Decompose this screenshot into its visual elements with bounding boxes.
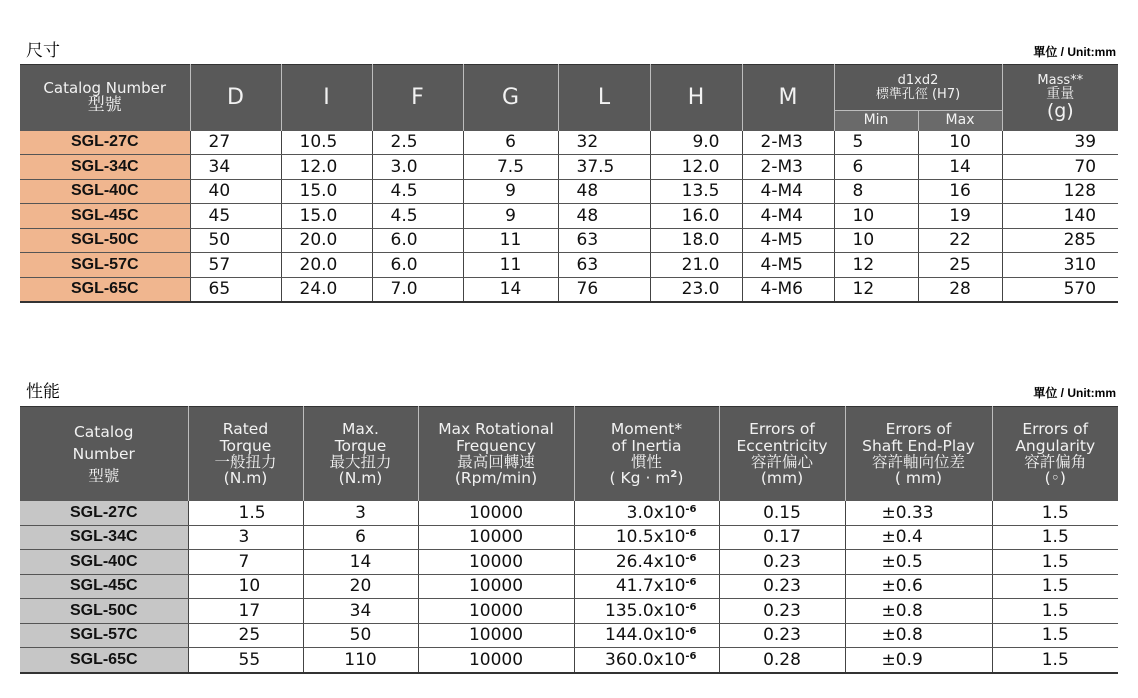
header-I: I bbox=[281, 65, 372, 131]
dim-cell-model: SGL-65C bbox=[20, 277, 190, 302]
dim-cell-model: SGL-27C bbox=[20, 131, 190, 155]
perf-cell-ang: 1.5 bbox=[992, 550, 1118, 575]
dim-cell-M: 2-M3 bbox=[742, 131, 834, 155]
performance-row bbox=[20, 599, 1118, 624]
dim-cell-I: 12.0 bbox=[281, 155, 372, 180]
perf-cell-inertia: $41.7x10^{-6}$ bbox=[574, 574, 719, 599]
dimensions-unit: 單位 / Unit:mm bbox=[1033, 45, 1116, 59]
dim-cell-H: 18.0 bbox=[650, 228, 742, 253]
dim-cell-min: 12 bbox=[834, 253, 918, 278]
dim-cell-I: 20.0 bbox=[281, 253, 372, 278]
perf-cell-max: 110 bbox=[303, 648, 418, 673]
dim-cell-L: 63 bbox=[558, 253, 650, 278]
header-G: G bbox=[463, 65, 558, 131]
dim-cell-min: 10 bbox=[834, 204, 918, 229]
dim-cell-model: SGL-34C bbox=[20, 155, 190, 180]
performance-row bbox=[20, 501, 1118, 525]
dim-cell-H: 13.5 bbox=[650, 179, 742, 204]
perf-cell-endplay: ±0.33 bbox=[845, 501, 992, 525]
dim-cell-I: 15.0 bbox=[281, 179, 372, 204]
dim-cell-G: 6 bbox=[463, 131, 558, 155]
dimensions-row bbox=[20, 204, 1118, 229]
dim-cell-model: SGL-50C bbox=[20, 228, 190, 253]
dim-cell-F: 3.0 bbox=[372, 155, 463, 180]
perf-cell-inertia: $10.5x10^{-6}$ bbox=[574, 525, 719, 550]
dim-cell-F: 6.0 bbox=[372, 228, 463, 253]
perf-cell-freq: 10000 bbox=[418, 525, 574, 550]
header-bore-max: Max bbox=[918, 111, 1002, 131]
perf-cell-ang: 1.5 bbox=[992, 574, 1118, 599]
header-M: M bbox=[742, 65, 834, 131]
perf-cell-ecc: 0.23 bbox=[719, 574, 845, 599]
dim-cell-L: 32 bbox=[558, 131, 650, 155]
dim-cell-G: 11 bbox=[463, 253, 558, 278]
dimensions-row bbox=[20, 155, 1118, 180]
perf-cell-freq: 10000 bbox=[418, 648, 574, 673]
perf-cell-endplay: ±0.4 bbox=[845, 525, 992, 550]
dim-cell-L: 76 bbox=[558, 277, 650, 302]
perf-cell-ang: 1.5 bbox=[992, 648, 1118, 673]
performance-title: 性能 bbox=[26, 382, 60, 402]
perf-cell-endplay: ±0.8 bbox=[845, 599, 992, 624]
dim-cell-G: 14 bbox=[463, 277, 558, 302]
perf-cell-max: 3 bbox=[303, 501, 418, 525]
dim-cell-M: 4-M4 bbox=[742, 179, 834, 204]
dim-cell-mass: 310 bbox=[1002, 253, 1118, 278]
perf-cell-inertia: $3.0x10^{-6}$ bbox=[574, 501, 719, 525]
dim-cell-model: SGL-45C bbox=[20, 204, 190, 229]
perf-cell-max: 20 bbox=[303, 574, 418, 599]
header-bore-min: Min bbox=[834, 111, 918, 131]
perf-cell-rated: 3 bbox=[188, 525, 303, 550]
dim-cell-mass: 39 bbox=[1002, 131, 1118, 155]
perf-cell-endplay: ±0.8 bbox=[845, 623, 992, 648]
perf-cell-freq: 10000 bbox=[418, 599, 574, 624]
dim-cell-F: 6.0 bbox=[372, 253, 463, 278]
performance-row bbox=[20, 648, 1118, 673]
perf-cell-ang: 1.5 bbox=[992, 623, 1118, 648]
perf-cell-rated: 1.5 bbox=[188, 501, 303, 525]
perf-cell-rated: 17 bbox=[188, 599, 303, 624]
dim-cell-max: 16 bbox=[918, 179, 1002, 204]
dim-cell-D: 34 bbox=[190, 155, 281, 180]
dim-cell-D: 57 bbox=[190, 253, 281, 278]
perf-cell-max: 34 bbox=[303, 599, 418, 624]
dim-cell-max: 22 bbox=[918, 228, 1002, 253]
dimensions-row bbox=[20, 277, 1118, 302]
dim-cell-model: SGL-57C bbox=[20, 253, 190, 278]
dim-cell-H: 23.0 bbox=[650, 277, 742, 302]
perf-cell-endplay: ±0.5 bbox=[845, 550, 992, 575]
dim-cell-M: 2-M3 bbox=[742, 155, 834, 180]
perf-cell-model: SGL-50C bbox=[20, 599, 188, 624]
dimensions-row bbox=[20, 228, 1118, 253]
performance-row bbox=[20, 550, 1118, 575]
header-moment-of-inertia: Moment* of Inertia 慣性 ( $Kg \cdot m^2$) bbox=[574, 407, 719, 502]
dim-cell-M: 4-M5 bbox=[742, 228, 834, 253]
perf-cell-model: SGL-57C bbox=[20, 623, 188, 648]
perf-cell-model: SGL-45C bbox=[20, 574, 188, 599]
dim-cell-F: 4.5 bbox=[372, 179, 463, 204]
dim-cell-H: 9.0 bbox=[650, 131, 742, 155]
dim-cell-I: 24.0 bbox=[281, 277, 372, 302]
dim-cell-L: 48 bbox=[558, 204, 650, 229]
header-F: F bbox=[372, 65, 463, 131]
dim-cell-I: 10.5 bbox=[281, 131, 372, 155]
perf-cell-rated: 7 bbox=[188, 550, 303, 575]
perf-cell-ecc: 0.17 bbox=[719, 525, 845, 550]
header-mass: Mass** 重量 (g) bbox=[1002, 65, 1118, 131]
dimensions-row bbox=[20, 179, 1118, 204]
dim-cell-min: 5 bbox=[834, 131, 918, 155]
dimensions-row bbox=[20, 253, 1118, 278]
perf-cell-model: SGL-65C bbox=[20, 648, 188, 673]
dim-cell-H: 16.0 bbox=[650, 204, 742, 229]
dim-cell-G: 7.5 bbox=[463, 155, 558, 180]
perf-cell-freq: 10000 bbox=[418, 623, 574, 648]
perf-cell-model: SGL-34C bbox=[20, 525, 188, 550]
perf-cell-max: 50 bbox=[303, 623, 418, 648]
dim-cell-max: 14 bbox=[918, 155, 1002, 180]
header-rated-torque: Rated Torque 一般扭力 (N.m) bbox=[188, 407, 303, 502]
perf-cell-ang: 1.5 bbox=[992, 501, 1118, 525]
dimensions-title: 尺寸 bbox=[26, 41, 60, 61]
dim-cell-M: 4-M4 bbox=[742, 204, 834, 229]
dim-cell-I: 20.0 bbox=[281, 228, 372, 253]
dim-cell-D: 45 bbox=[190, 204, 281, 229]
perf-cell-max: 14 bbox=[303, 550, 418, 575]
dim-cell-D: 50 bbox=[190, 228, 281, 253]
dim-cell-G: 11 bbox=[463, 228, 558, 253]
dim-cell-mass: 570 bbox=[1002, 277, 1118, 302]
header-angularity: Errors of Angularity 容許偏角 (◦) bbox=[992, 407, 1118, 502]
dim-cell-G: 9 bbox=[463, 204, 558, 229]
perf-cell-model: SGL-40C bbox=[20, 550, 188, 575]
dim-cell-M: 4-M5 bbox=[742, 253, 834, 278]
dim-cell-L: 37.5 bbox=[558, 155, 650, 180]
perf-cell-ecc: 0.28 bbox=[719, 648, 845, 673]
perf-cell-inertia: $26.4x10^{-6}$ bbox=[574, 550, 719, 575]
dim-cell-min: 6 bbox=[834, 155, 918, 180]
dim-cell-min: 12 bbox=[834, 277, 918, 302]
dim-cell-I: 15.0 bbox=[281, 204, 372, 229]
header-L: L bbox=[558, 65, 650, 131]
performance-unit: 單位 / Unit:mm bbox=[1033, 386, 1116, 400]
dim-cell-mass: 128 bbox=[1002, 179, 1118, 204]
perf-cell-model: SGL-27C bbox=[20, 501, 188, 525]
performance-row bbox=[20, 574, 1118, 599]
dim-cell-max: 10 bbox=[918, 131, 1002, 155]
header-D: D bbox=[190, 65, 281, 131]
header-max-torque: Max. Torque 最大扭力 (N.m) bbox=[303, 407, 418, 502]
dim-cell-L: 63 bbox=[558, 228, 650, 253]
perf-cell-ang: 1.5 bbox=[992, 599, 1118, 624]
header-catalog-number: Catalog Number 型號 bbox=[20, 65, 190, 131]
perf-cell-inertia: $360.0x10^{-6}$ bbox=[574, 648, 719, 673]
perf-cell-inertia: $135.0x10^{-6}$ bbox=[574, 599, 719, 624]
header-eccentricity: Errors of Eccentricity 容許偏心 (mm) bbox=[719, 407, 845, 502]
dim-cell-H: 21.0 bbox=[650, 253, 742, 278]
perf-cell-endplay: ±0.6 bbox=[845, 574, 992, 599]
dim-cell-D: 27 bbox=[190, 131, 281, 155]
dimensions-table bbox=[20, 64, 1118, 303]
performance-table bbox=[20, 406, 1118, 674]
dim-cell-mass: 140 bbox=[1002, 204, 1118, 229]
performance-row bbox=[20, 623, 1118, 648]
perf-cell-freq: 10000 bbox=[418, 574, 574, 599]
perf-cell-ecc: 0.23 bbox=[719, 623, 845, 648]
perf-cell-freq: 10000 bbox=[418, 501, 574, 525]
perf-cell-inertia: $144.0x10^{-6}$ bbox=[574, 623, 719, 648]
dim-cell-model: SGL-40C bbox=[20, 179, 190, 204]
dim-cell-max: 28 bbox=[918, 277, 1002, 302]
dim-cell-F: 7.0 bbox=[372, 277, 463, 302]
perf-cell-ecc: 0.15 bbox=[719, 501, 845, 525]
header-perf-catalog: Catalog Number 型號 bbox=[20, 407, 188, 502]
dim-cell-G: 9 bbox=[463, 179, 558, 204]
header-max-frequency: Max Rotational Frequency 最高回轉速 (Rpm/min) bbox=[418, 407, 574, 502]
perf-cell-max: 6 bbox=[303, 525, 418, 550]
dimensions-row bbox=[20, 131, 1118, 155]
dim-cell-M: 4-M6 bbox=[742, 277, 834, 302]
dim-cell-mass: 285 bbox=[1002, 228, 1118, 253]
header-bore: d1xd2 標準孔徑 (H7) bbox=[834, 65, 1002, 111]
dim-cell-D: 40 bbox=[190, 179, 281, 204]
perf-cell-ang: 1.5 bbox=[992, 525, 1118, 550]
dim-cell-max: 25 bbox=[918, 253, 1002, 278]
perf-cell-freq: 10000 bbox=[418, 550, 574, 575]
performance-row bbox=[20, 525, 1118, 550]
perf-cell-endplay: ±0.9 bbox=[845, 648, 992, 673]
dim-cell-F: 2.5 bbox=[372, 131, 463, 155]
header-H: H bbox=[650, 65, 742, 131]
perf-cell-rated: 10 bbox=[188, 574, 303, 599]
perf-cell-ecc: 0.23 bbox=[719, 599, 845, 624]
perf-cell-ecc: 0.23 bbox=[719, 550, 845, 575]
dim-cell-min: 10 bbox=[834, 228, 918, 253]
header-shaft-end-play: Errors of Shaft End-Play 容許軸向位差 ( mm) bbox=[845, 407, 992, 502]
perf-cell-rated: 25 bbox=[188, 623, 303, 648]
dim-cell-D: 65 bbox=[190, 277, 281, 302]
perf-cell-rated: 55 bbox=[188, 648, 303, 673]
dim-cell-mass: 70 bbox=[1002, 155, 1118, 180]
dim-cell-H: 12.0 bbox=[650, 155, 742, 180]
dim-cell-min: 8 bbox=[834, 179, 918, 204]
dim-cell-F: 4.5 bbox=[372, 204, 463, 229]
dim-cell-L: 48 bbox=[558, 179, 650, 204]
dim-cell-max: 19 bbox=[918, 204, 1002, 229]
